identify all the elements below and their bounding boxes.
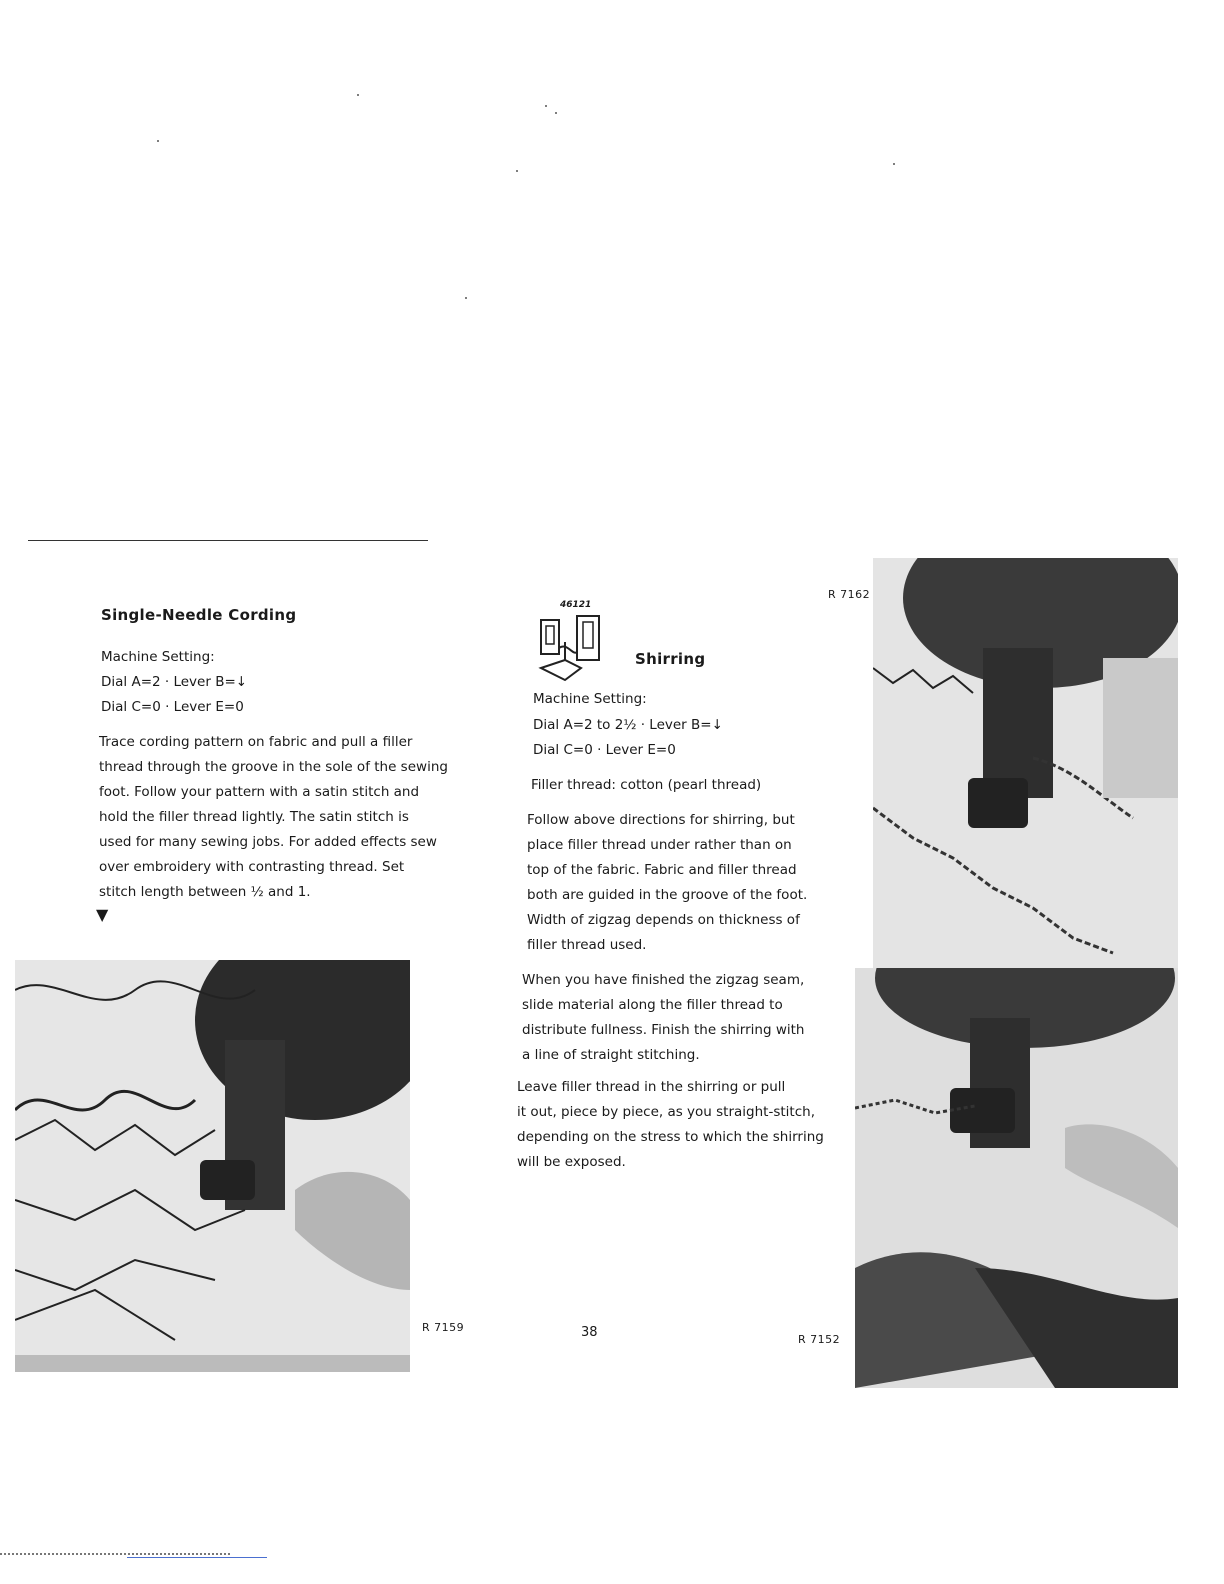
- cording-line: Trace cording pattern on fabric and pull a filler: [99, 734, 413, 750]
- cording-machine-setting-label: Machine Setting:: [101, 649, 215, 665]
- shirring-paragraph-2: [522, 968, 837, 1068]
- shirring-line: depending on the stress to which the shirring: [517, 1129, 824, 1145]
- shirring-title: Shirring: [635, 650, 706, 668]
- shirring-line: a line of straight stitching.: [522, 1047, 700, 1063]
- filler-thread-line: Filler thread: cotton (pearl thread): [531, 777, 762, 793]
- cording-line: used for many sewing jobs. For added effects sew: [99, 834, 437, 850]
- shirring-line: Follow above directions for shirring, but: [527, 812, 795, 828]
- cording-paragraph: [99, 730, 459, 905]
- cording-photo: [15, 960, 410, 1372]
- down-arrow-icon: ▼: [96, 905, 109, 924]
- cording-photo-illustration: [15, 960, 410, 1372]
- speck: [357, 94, 359, 96]
- cording-line: thread through the groove in the sole of the sewing: [99, 759, 448, 775]
- shirring-top-illustration: [873, 558, 1178, 968]
- shirring-top-photo: [873, 558, 1178, 968]
- shirring-machine-setting-label: Machine Setting:: [533, 691, 647, 707]
- shirring-line: will be exposed.: [517, 1154, 626, 1170]
- shirring-line: slide material along the filler thread to: [522, 997, 783, 1013]
- shirring-line: Leave filler thread in the shirring or pull: [517, 1079, 786, 1095]
- cording-line: stitch length between ½ and 1.: [99, 884, 311, 900]
- cording-setting-line-1: Dial A=2 · Lever B=↓: [101, 674, 248, 690]
- shirring-line: both are guided in the groove of the foot.: [527, 887, 808, 903]
- foot-part-number: 46121: [560, 600, 592, 610]
- bottom-noise-line: [0, 1553, 230, 1555]
- bottom-photo-label: R 7152: [798, 1333, 841, 1346]
- shirring-line: top of the fabric. Fabric and filler thread: [527, 862, 797, 878]
- speck: [516, 170, 518, 172]
- shirring-bottom-illustration: [855, 968, 1178, 1388]
- cording-line: foot. Follow your pattern with a satin stitch and: [99, 784, 420, 800]
- shirring-setting-line-2: Dial C=0 · Lever E=0: [533, 742, 676, 758]
- speck: [555, 112, 557, 114]
- shirring-bottom-photo: [855, 968, 1178, 1388]
- cording-line: over embroidery with contrasting thread. Set: [99, 859, 405, 875]
- shirring-line: place filler thread under rather than on: [527, 837, 792, 853]
- shirring-line: filler thread used.: [527, 937, 647, 953]
- shirring-paragraph-1: [527, 808, 837, 958]
- shirring-line: When you have finished the zigzag seam,: [522, 972, 805, 988]
- shirring-paragraph-3: [517, 1075, 837, 1175]
- page-number: 38: [581, 1325, 598, 1340]
- cording-line: hold the filler thread lightly. The satin stitch is: [99, 809, 409, 825]
- shirring-line: it out, piece by piece, as you straight-stitch,: [517, 1104, 815, 1120]
- cording-photo-label: R 7159: [422, 1321, 465, 1334]
- shirring-line: distribute fullness. Finish the shirring with: [522, 1022, 805, 1038]
- speck: [157, 140, 159, 142]
- section-rule: [28, 540, 428, 541]
- presser-foot-icon: [537, 612, 605, 688]
- shirring-line: Width of zigzag depends on thickness of: [527, 912, 800, 928]
- top-photo-label: R 7162: [828, 588, 871, 601]
- speck: [893, 163, 895, 165]
- speck: [465, 297, 467, 299]
- cording-title: Single-Needle Cording: [101, 606, 297, 624]
- bottom-link-line: [127, 1557, 267, 1558]
- speck: [545, 105, 547, 107]
- cording-setting-line-2: Dial C=0 · Lever E=0: [101, 699, 244, 715]
- shirring-setting-line-1: Dial A=2 to 2½ · Lever B=↓: [533, 717, 723, 733]
